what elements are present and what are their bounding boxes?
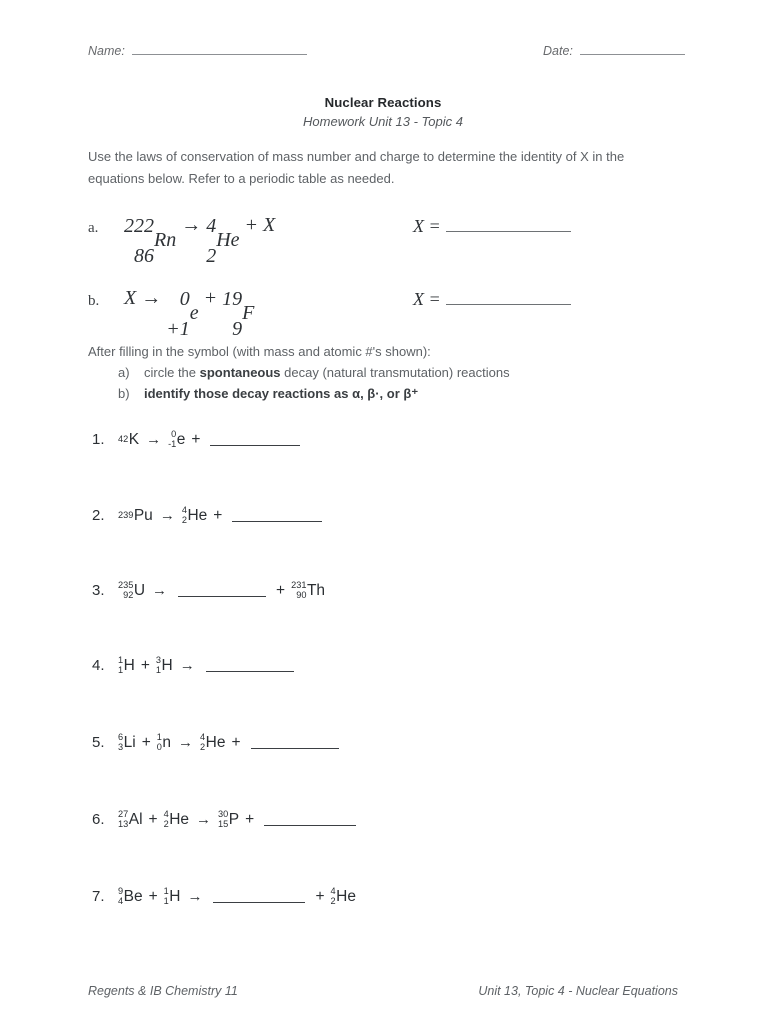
x-equals-label: X = [413, 289, 441, 309]
plus-operator: + [191, 430, 201, 448]
nuclide-numbers [291, 581, 306, 600]
equation-b-letter: b. [88, 293, 100, 309]
unknown-x: X [263, 214, 276, 236]
answer-blank-line[interactable] [210, 445, 300, 446]
date-write-in-line[interactable] [580, 54, 685, 55]
mass-number: 235 [118, 580, 134, 590]
element-symbol: Pu [133, 506, 153, 524]
nuclide-numbers [118, 733, 123, 752]
mass-number: 4 [181, 505, 187, 515]
mass-number: 9 [118, 886, 124, 896]
element-symbol: K [128, 430, 140, 448]
nuclide-numbers [118, 435, 128, 445]
atomic-number: 2 [330, 896, 336, 907]
reaction-arrow: → [159, 507, 175, 525]
plus-operator: + [244, 214, 259, 236]
sub-a-bold: spontaneous [199, 365, 281, 380]
atomic-number: 15 [218, 819, 229, 830]
mass-number: 27 [118, 809, 129, 819]
sub-a-post: decay (natural transmutation) reactions [280, 365, 510, 380]
mass-number: 6 [118, 732, 124, 742]
plus-operator: + [213, 506, 223, 524]
nuclide-n-1 [157, 733, 171, 752]
nuclide-numbers [200, 733, 205, 752]
mass-number: 4 [200, 732, 206, 742]
atomic-number: 13 [118, 819, 129, 830]
atomic-number: 92 [123, 590, 134, 601]
element-symbol: Al [128, 810, 143, 828]
nuclide-numbers [164, 810, 169, 829]
nuclide-k-42 [118, 431, 139, 449]
problem-number: 4. [92, 657, 105, 675]
instructions-lead: After filling in the symbol (with mass and atomic #'s shown): [88, 344, 431, 359]
element-symbol: e [176, 430, 186, 448]
problem-row [92, 887, 356, 906]
element-symbol: Li [123, 733, 136, 751]
atomic-number: 90 [296, 590, 307, 601]
nuclide-he-4 [182, 506, 207, 525]
nuclide-th-231 [291, 581, 325, 600]
nuclide-h-1 [118, 656, 135, 675]
mass-number: 239 [118, 509, 134, 520]
answer-blank-line[interactable] [446, 231, 571, 232]
nuclide-numbers [331, 887, 336, 906]
x-equals-label: X = [413, 216, 441, 236]
reaction-arrow: → [178, 734, 194, 752]
nuclide-numbers [156, 656, 161, 675]
mass-number: 4 [330, 886, 336, 896]
nuclide-rn-222 [124, 210, 176, 270]
mass-number: 231 [291, 580, 307, 590]
nuclide-numbers [164, 887, 169, 906]
answer-blank-line[interactable] [213, 902, 305, 903]
header-fields [88, 44, 678, 64]
instructions-block-2 [88, 341, 688, 404]
element-symbol: H [123, 656, 135, 674]
mass-number: 1 [118, 655, 124, 665]
reaction-arrow: → [196, 811, 212, 829]
nuclide-h-3 [156, 656, 173, 675]
mass-number: 30 [218, 809, 229, 819]
sub-b-text: identify those decay reactions as α, β·, or β⁺ [144, 386, 419, 401]
problem-number: 7. [92, 888, 105, 906]
equation-a-expression [124, 210, 275, 270]
atomic-number: 3 [118, 742, 124, 753]
equation-a-letter: a. [88, 220, 99, 236]
sub-a-pre: circle the [144, 365, 200, 380]
instruction-sub-b [118, 383, 688, 404]
nuclide-numbers [118, 887, 123, 906]
answer-blank-line[interactable] [446, 304, 571, 305]
sub-a-marker: a) [118, 365, 130, 380]
nuclide-numbers [118, 581, 133, 600]
element-symbol: He [169, 810, 190, 828]
name-write-in-line[interactable] [132, 54, 307, 55]
atomic-number: 1 [118, 665, 124, 676]
atomic-number: 1 [155, 665, 162, 676]
atomic-number: 2 [163, 819, 169, 830]
plus-operator: + [245, 810, 255, 828]
element-symbol: H [161, 656, 173, 674]
plus-operator: + [203, 287, 218, 309]
nuclide-numbers [182, 506, 187, 525]
nuclide-he-4 [164, 810, 189, 829]
problem-number: 5. [92, 734, 105, 752]
problem-number: 3. [92, 582, 105, 600]
reaction-arrow: → [146, 431, 162, 449]
plus-operator: + [231, 733, 241, 751]
mass-number: 0 [171, 429, 177, 439]
plus-operator: + [148, 887, 158, 905]
reaction-arrow: → [179, 657, 195, 675]
equation-b-expression [124, 283, 254, 343]
problem-number: 6. [92, 811, 105, 829]
intro-paragraph: Use the laws of conservation of mass number and charge to determine the identity of X in the equations below. Refer to a periodic table as needed. [88, 149, 625, 186]
atomic-number: 0 [156, 742, 162, 753]
name-field-group [88, 44, 307, 58]
element-symbol: He [216, 229, 240, 251]
answer-blank-line[interactable] [178, 596, 266, 597]
nuclide-f-19 [222, 283, 254, 343]
mass-number: 222 [124, 215, 154, 237]
sub-a-text [144, 362, 510, 383]
mass-number: 1 [156, 732, 162, 742]
problem-number: 1. [92, 431, 105, 449]
nuclide-numbers [118, 656, 123, 675]
nuclide-numbers [218, 810, 228, 829]
equation-b-answer [413, 289, 571, 310]
element-symbol: He [336, 887, 356, 905]
answer-blank-line[interactable] [232, 521, 322, 522]
mass-number: 0 [179, 288, 190, 310]
mass-number: 3 [155, 655, 162, 665]
element-symbol: Rn [154, 229, 177, 251]
instruction-sub-a [118, 362, 688, 383]
nuclide-he-4 [200, 733, 225, 752]
problem-row [92, 733, 343, 752]
answer-blank-line[interactable] [251, 748, 339, 749]
nuclide-li-6 [118, 733, 136, 752]
date-field-group [543, 44, 685, 58]
problem-number: 2. [92, 507, 105, 525]
atomic-number: 1 [163, 896, 169, 907]
nuclide-numbers [157, 733, 162, 752]
element-symbol: F [242, 302, 255, 324]
problem-row [92, 581, 325, 600]
element-symbol: U [133, 581, 146, 599]
nuclide-u-235 [118, 581, 145, 600]
mass-number: 42 [118, 433, 129, 444]
element-symbol: Th [306, 581, 326, 599]
atomic-number: 86 [134, 245, 154, 267]
element-symbol: n [162, 733, 172, 751]
lettered-equation-a [88, 208, 688, 267]
answer-blank-line[interactable] [206, 671, 294, 672]
plus-operator: + [148, 810, 158, 828]
atomic-number: 9 [232, 318, 243, 340]
mass-number: 4 [206, 215, 217, 237]
equation-a-answer [413, 216, 571, 237]
atomic-number: 2 [200, 742, 206, 753]
problem-row [92, 506, 326, 525]
problem-row [92, 810, 360, 829]
atomic-number: 2 [181, 515, 187, 526]
nuclide-he-4 [206, 210, 239, 270]
plus-operator: + [140, 656, 150, 674]
atomic-number: 4 [118, 896, 124, 907]
mass-number: 4 [163, 809, 169, 819]
nuclide-h-1 [164, 887, 181, 906]
reaction-arrow: → [181, 214, 202, 236]
element-symbol: Be [123, 887, 143, 905]
unknown-x: X [124, 287, 137, 309]
nuclide-he-4 [331, 887, 356, 906]
plus-operator: + [276, 581, 286, 599]
name-label: Name: [88, 44, 125, 58]
nuclide-e-0 [168, 430, 185, 449]
mass-number: 1 [163, 886, 169, 896]
element-symbol: He [205, 733, 226, 751]
reaction-arrow: → [141, 287, 162, 309]
element-symbol: P [228, 810, 240, 828]
element-symbol: H [169, 887, 181, 905]
nuclide-numbers [118, 511, 133, 521]
sub-b-marker: b) [118, 386, 130, 401]
page-title: Nuclear Reactions [324, 95, 442, 110]
element-symbol: e [189, 302, 199, 324]
atomic-number: +1 [166, 318, 190, 340]
nuclide-p-30 [218, 810, 239, 829]
nuclide-pu-239 [118, 507, 153, 525]
nuclide-numbers [168, 430, 176, 449]
nuclide-be-9 [118, 887, 143, 906]
mass-number: 19 [222, 288, 243, 310]
nuclide-positron [166, 283, 198, 343]
answer-blank-line[interactable] [264, 825, 356, 826]
footer-course: Regents & IB Chemistry 11 [88, 984, 238, 998]
nuclide-al-27 [118, 810, 143, 829]
reaction-arrow: → [152, 582, 168, 600]
page-subtitle: Homework Unit 13 - Topic 4 [303, 114, 463, 129]
plus-operator: + [141, 733, 151, 751]
lettered-equation-b [88, 281, 688, 340]
problem-row [92, 656, 298, 675]
footer-unit: Unit 13, Topic 4 - Nuclear Equations [478, 984, 678, 998]
date-label: Date: [543, 44, 573, 58]
plus-operator: + [315, 887, 325, 905]
atomic-number: -1 [168, 439, 177, 450]
nuclide-numbers [118, 810, 128, 829]
element-symbol: He [187, 506, 208, 524]
atomic-number: 2 [206, 245, 217, 267]
reaction-arrow: → [187, 888, 203, 906]
problem-row [92, 430, 304, 449]
